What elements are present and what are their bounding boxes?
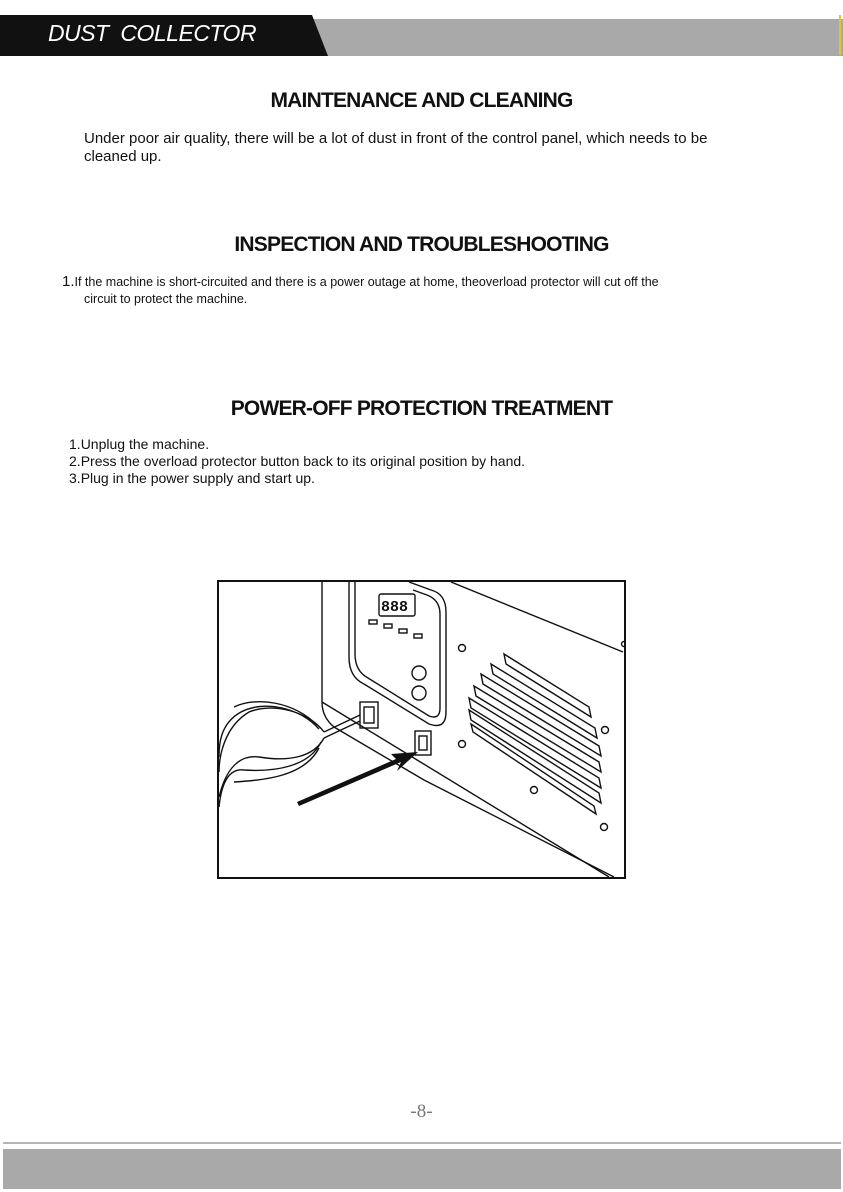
maintenance-line-2: cleaned up.	[84, 148, 162, 165]
header-title: DUST COLLECTOR	[48, 20, 257, 46]
inspection-paragraph	[62, 273, 782, 308]
page-number: -8-	[410, 1101, 433, 1122]
power-off-heading: POWER-OFF PROTECTION TREATMENT	[230, 397, 613, 420]
maintenance-heading: MAINTENANCE AND CLEANING	[270, 89, 573, 112]
inspection-heading: INSPECTION AND TROUBLESHOOTING	[234, 233, 609, 256]
power-off-steps	[69, 436, 525, 487]
maintenance-paragraph	[84, 130, 804, 166]
inspection-line-2: circuit to protect the machine.	[84, 292, 248, 306]
inspection-number: 1.	[62, 273, 75, 290]
footer-line	[3, 1142, 841, 1144]
display-digits: 888	[381, 599, 409, 616]
overload-protector-illustration	[219, 582, 624, 877]
inspection-line-1: If the machine is short-circuited and there is a power outage at home, theoverload protector will cut off the	[74, 275, 659, 289]
machine-illustration	[217, 580, 626, 879]
maintenance-line-1: Under poor air quality, there will be a lot of dust in front of the control panel, which needs to be	[84, 130, 708, 147]
list-item: 3.Plug in the power supply and start up.	[69, 470, 315, 486]
list-item: 1.Unplug the machine.	[69, 436, 210, 452]
header-accent-line	[839, 15, 841, 55]
footer-bar	[3, 1149, 841, 1189]
list-item: 2.Press the overload protector button back to its original position by hand.	[69, 453, 526, 469]
